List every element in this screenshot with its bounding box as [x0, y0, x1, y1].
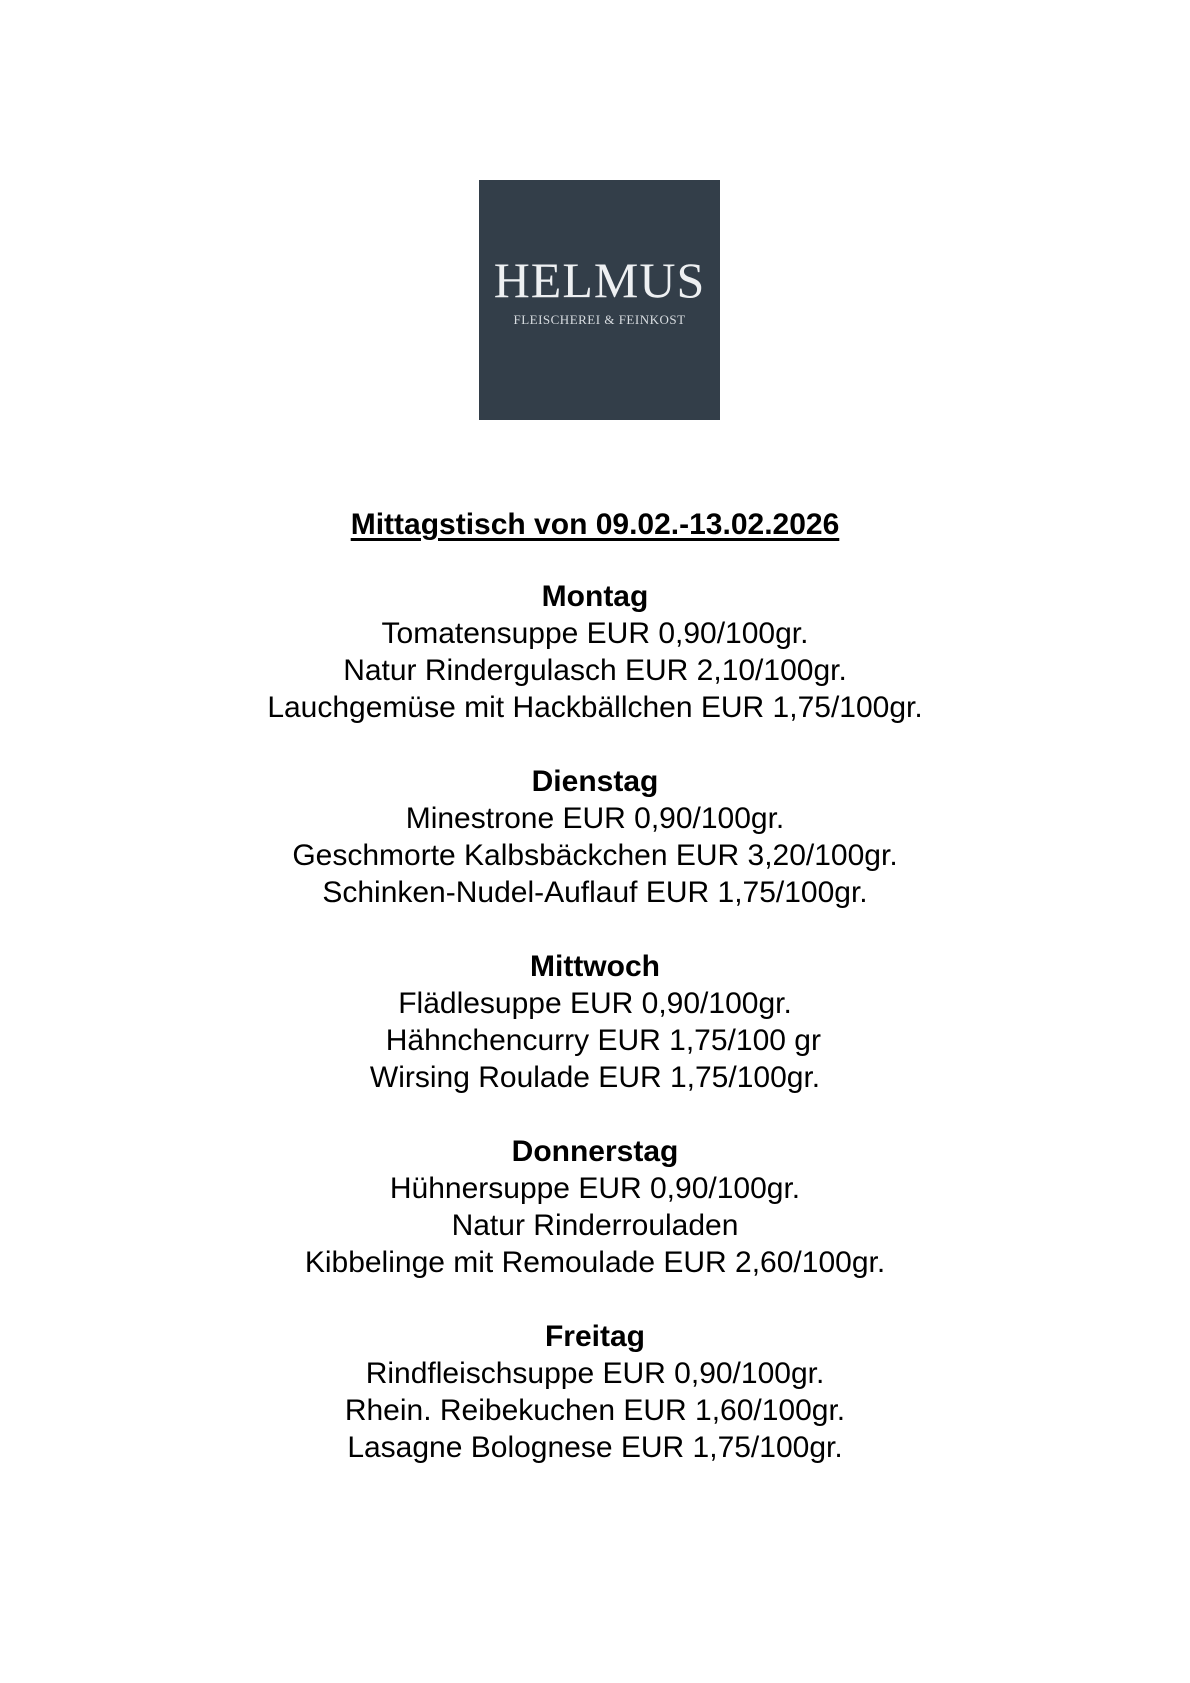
- company-logo: [479, 180, 720, 420]
- dish-item: Rhein. Reibekuchen EUR 1,60/100gr.: [344, 1394, 846, 1427]
- dish-item: Kibbelinge mit Remoulade EUR 2,60/100gr.: [304, 1246, 886, 1279]
- day-wednesday: [0, 948, 1190, 1096]
- day-thursday: [0, 1133, 1190, 1281]
- logo-name: HELMUS: [493, 252, 706, 308]
- dish-item: Minestrone EUR 0,90/100gr.: [405, 802, 785, 835]
- dish-item: Natur Rindergulasch EUR 2,10/100gr.: [343, 654, 847, 687]
- day-name: Dienstag: [531, 765, 659, 798]
- day-name: Montag: [541, 580, 649, 613]
- day-name: Donnerstag: [511, 1135, 679, 1168]
- day-monday: [0, 578, 1190, 726]
- dish-item: Hühnersuppe EUR 0,90/100gr.: [389, 1172, 801, 1205]
- menu-heading: Mittagstisch von 09.02.-13.02.2026: [350, 508, 840, 541]
- day-name: Mittwoch: [530, 950, 660, 983]
- dish-item: Geschmorte Kalbsbäckchen EUR 3,20/100gr.: [292, 839, 898, 872]
- dish-item: Schinken-Nudel-Auflauf EUR 1,75/100gr.: [322, 876, 868, 909]
- lunch-menu: [0, 505, 1190, 1503]
- dish-item: Wirsing Roulade EUR 1,75/100gr.: [369, 1061, 821, 1094]
- dish-item: Lauchgemüse mit Hackbällchen EUR 1,75/100gr.: [267, 691, 923, 724]
- dish-item: Flädlesuppe EUR 0,90/100gr.: [398, 987, 792, 1020]
- dish-item: Tomatensuppe EUR 0,90/100gr.: [381, 617, 809, 650]
- day-friday: [0, 1318, 1190, 1466]
- day-tuesday: [0, 763, 1190, 911]
- dish-item: Lasagne Bolognese EUR 1,75/100gr.: [347, 1431, 843, 1464]
- dish-item: Hähnchencurry EUR 1,75/100 gr: [369, 1024, 821, 1057]
- dish-item: Rindfleischsuppe EUR 0,90/100gr.: [365, 1357, 825, 1390]
- day-name: Freitag: [544, 1320, 646, 1353]
- logo-tagline: FLEISCHEREI & FEINKOST: [513, 312, 686, 327]
- dish-item: Natur Rinderrouladen: [451, 1209, 739, 1242]
